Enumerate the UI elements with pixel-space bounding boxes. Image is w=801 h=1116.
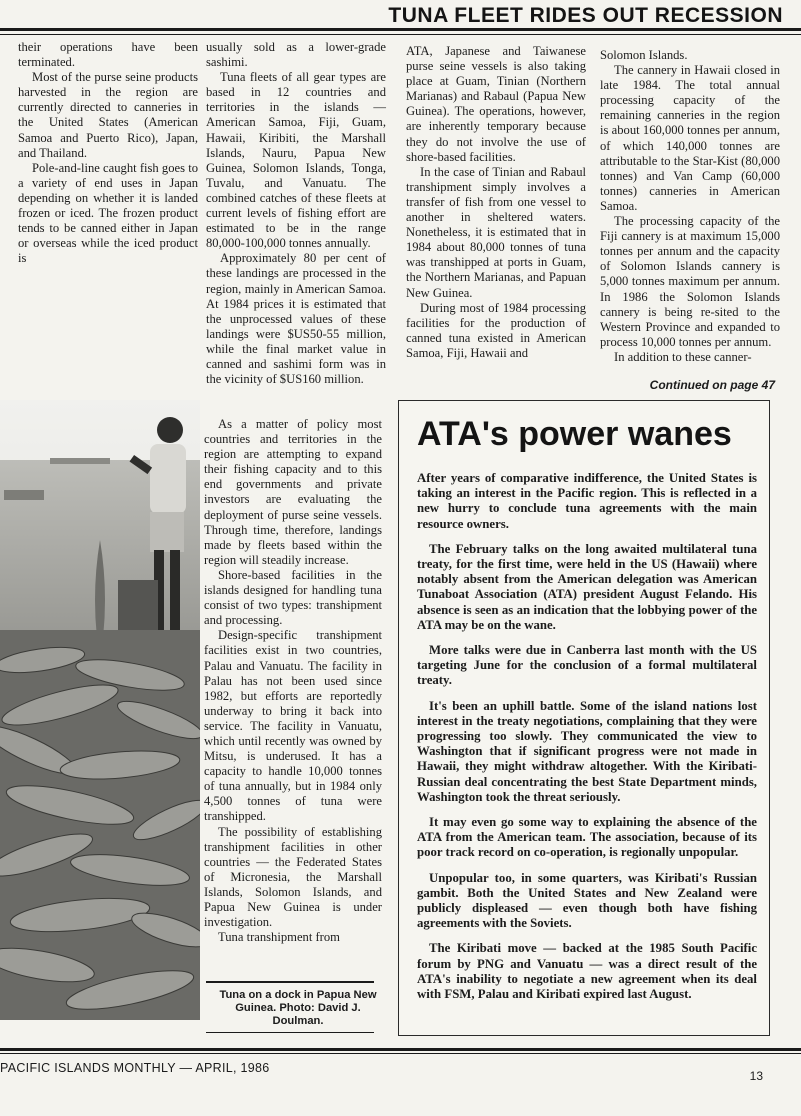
header-rule	[0, 28, 801, 31]
sidebar-paragraph: It may even go some way to explaining the absence of the ATA from the American team. The association, because of its poor track record on co-operation, is regionally unpopular.	[417, 815, 757, 860]
paragraph: Tuna fleets of all gear types are based in 12 countries and territories in the islands — American Samoa, Fiji, Guam, Hawaii, Kiribiti, the Marshall Islands, Nauru, Papua New Guinea, Solomon Islands, Tonga, Tuvalu, and Vanuatu. The combined catches of these fleets at current levels of fishing effort are estimated to be in the range 80,000-100,000 tonnes annually.	[206, 70, 386, 251]
paragraph: The cannery in Hawaii closed in late 1984. The total annual processing capacity of the remaining canneries in the region is about 160,000 tonnes per annum, of which 140,000 tonnes are attributable to the Star-Kist (80,000 tonnes) and Van Camp (60,000 tonnes) canneries in American Samoa.	[600, 63, 780, 213]
caption-rule-bottom	[206, 1032, 374, 1033]
footer-rule	[0, 1048, 801, 1051]
photo-caption: Tuna on a dock in Papua New Guinea. Photo: David J. Doulman.	[219, 989, 377, 1027]
paragraph: As a matter of policy most countries and territories in the region are attempting to expand their fishing capacity and to this end governments and private investors are evaluating the deployment of purse seine vessels. Through time, therefore, landings made by fleets based within the region will steadily increase.	[204, 417, 382, 567]
paragraph: usually sold as a lower-grade sashimi.	[206, 40, 386, 70]
paragraph: Tuna transhipment from	[218, 930, 340, 945]
paragraph: In addition to these canner-	[614, 349, 752, 364]
photo-tuna-dock	[0, 400, 200, 1020]
article-column-1	[18, 40, 198, 266]
sidebar-paragraph: After years of comparative indifference, the United States is taking an interest in the Pacific region. This is reflected in a new hurry to conclude tuna agreements with the main resource owners.	[417, 471, 757, 531]
footer-rule-thin	[0, 1053, 801, 1054]
paragraph: During most of 1984 processing facilities for the production of canned tuna existed in American Samoa, Fiji, Hawaii and	[406, 300, 586, 360]
sidebar-title: ATA's power wanes	[417, 415, 732, 453]
paragraph: Most of the purse seine products harvested in the region are currently directed to canneries in the United States (American Samoa and Puerto Rico), Japan, and Thailand.	[18, 70, 198, 160]
paragraph: Design-specific transhipment facilities exist in two countries, Palau and Vanuatu. The facility in Palau has not been used since 1982, but efforts are reportedly underway to bring it back into service. The facility in Vanuatu, which until recently was owned by Mitsu, is underused. It has a capacity to handle 10,000 tonnes of tuna annually, but in 1984 only 4,500 tonnes of tuna were transhipped.	[204, 628, 382, 824]
photo-illustration	[0, 400, 200, 1020]
sidebar-paragraph: Unpopular too, in some quarters, was Kiribati's Russian gambit. Both the United States and New Zealand were publicly displeased — even though both have fishing agreements with the Soviets.	[417, 870, 757, 931]
article-column-2-lower	[204, 417, 382, 945]
continued-note: Continued on page 47	[649, 378, 775, 392]
article-column-3	[406, 44, 586, 361]
paragraph: Approximately 80 per cent of these landings are processed in the region, mainly in American Samoa. At 1984 prices it is estimated that the unprocessed values of these landings were $US50-55 million, while the final market value in canned and sashimi form was in the vicinity of $US160 million.	[206, 251, 386, 387]
sidebar-paragraph: The Kiribati move — backed at the 1985 South Pacific forum by PNG and Vanuatu — was a direct result of the ATA's inability to negotiate a new agreement when its deal with FSM, Palau and Kiribati expired last August.	[417, 941, 757, 1002]
paragraph: The possibility of establishing transhipment facilities in other countries — the Federated States of Micronesia, the Marshall Islands, Solomon Islands, and Papua New Guinea is under investigation.	[204, 824, 382, 930]
footer-publication: PACIFIC ISLANDS MONTHLY — APRIL, 1986	[0, 1061, 270, 1075]
sidebar-box	[398, 400, 770, 1036]
article-column-2	[206, 40, 386, 387]
paragraph: Shore-based facilities in the islands designed for handling tuna consist of two types: transhipment and processing.	[204, 567, 382, 628]
paragraph: Pole-and-line caught fish goes to a variety of end uses in Japan depending on whether it is landed frozen or iced. The frozen product tends to be canned either in Japan or overseas while the iced product is	[18, 160, 198, 266]
page-header-title: TUNA FLEET RIDES OUT RECESSION	[388, 4, 783, 27]
page-number: 13	[749, 1069, 763, 1083]
paragraph: their operations have been terminated.	[18, 40, 198, 70]
sidebar-body	[417, 471, 757, 1012]
article-column-4	[600, 48, 780, 365]
sidebar-paragraph: More talks were due in Canberra last month with the US targeting June for the conclusion of a formal multilateral treaty.	[417, 643, 757, 688]
paragraph: The processing capacity of the Fiji cannery is at maximum 15,000 tonnes per annum and the capacity of Solomon Islands cannery is 5,000 tonnes maximum per annum. In 1986 the Solomon Islands cannery is being re-sited to the Western Province and expanded to process 10,000 tonnes per annum.	[600, 214, 780, 349]
caption-rule-top	[206, 981, 374, 983]
sidebar-paragraph: It's been an uphill battle. Some of the island nations lost interest in the treaty negotiations, complaining that they were progressing too slowly. They communicated the view to Washington that if significant progress were not made in Hawaii, they might withdraw altogether. With the Kiribati-Russian deal concentrating the best State Department minds, Washington took the threat seriously.	[417, 698, 757, 804]
sidebar-paragraph: The February talks on the long awaited multilateral tuna treaty, for the first time, were held in the US (Hawaii) where notably absent from the American delegation was American Tunaboat Association (ATA) president August Felando. His absence is seen as an indication that the lobbying power of the ATA may be on the wane.	[417, 541, 757, 632]
paragraph: Solomon Islands.	[600, 48, 688, 62]
header-rule-thin	[0, 34, 801, 35]
paragraph: ATA, Japanese and Taiwanese purse seine vessels is also taking place at Guam, Tinian (Northern Marianas) and Rabaul (Papua New Guinea). The operations, however, are inherently temporary because they do not involve the use of shore-based facilities.	[406, 44, 586, 164]
paragraph: In the case of Tinian and Rabaul transhipment simply involves a transfer of fish from one vessel to another in sheltered waters. Nonetheless, it is estimated that in 1984 about 80,000 tonnes of tuna was transhipped at ports in Guam, the Northern Marianas, and Papuan New Guinea.	[406, 164, 586, 300]
